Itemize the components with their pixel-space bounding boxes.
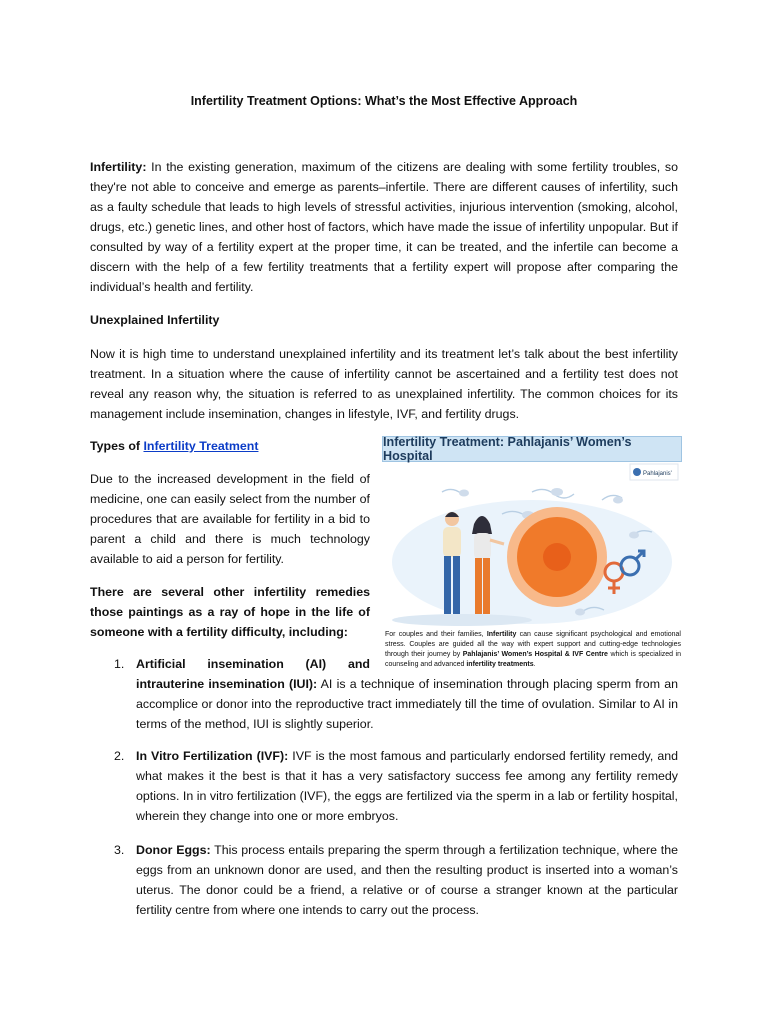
types-heading-prefix: Types of [90, 439, 144, 453]
figure-banner: Infertility Treatment: Pahlajanis’ Women’s Hospital [382, 436, 682, 462]
page-title: Infertility Treatment Options: What’s the Most Effective Approach [190, 94, 578, 108]
list-text: AI is a technique of insemination through placing sperm from an accomplice or donor into the reproductive tract immediately till the time of ovulation. Similar to AI in terms of the method, IUI is slightly superior. [136, 677, 678, 731]
caption-bold-2: Pahlajanis’ Women’s Hospital & IVF Centre [462, 651, 608, 658]
list-number: 3. [114, 843, 125, 857]
list-item [114, 746, 678, 826]
list-item [114, 654, 678, 734]
unexplained-heading: Unexplained Infertility [90, 313, 220, 327]
list-number: 1. [114, 657, 125, 671]
infertility-treatment-link[interactable]: Infertility Treatment [143, 439, 259, 453]
types-heading [90, 439, 258, 453]
intro-text: In the existing generation, maximum of the citizens are dealing with some fertility troubles, so they're not able to conceive and emerge as parents–infertile. There are different causes of infertility, such as a faulty schedule that leads to high levels of stressful activities, injurious intervention (smoking, alcohol, drugs, etc.) genetic lines, and other host of factors, which have made the issue of infertility unpopular. But if consulted by way of a fertility expert at the proper time, it can be treated, and the infertile can become a discern with the help of a few fertility treatments that a fertility expert will propose after comparing the individual’s health and fertility. [90, 160, 678, 294]
list-term: In Vitro Fertilization (IVF): [136, 749, 289, 763]
list-term: Donor Eggs: [136, 843, 211, 857]
caption-part-1: For couples and their families, [385, 631, 487, 638]
list-item [114, 840, 678, 920]
intro-paragraph [90, 157, 678, 297]
list-text: This process entails preparing the sperm through a fertilization technique, where the eggs from an unknown donor are used, and then the resulting product is inserted into a woman’s uterus. The donor could be a friend, a relative or of course a stranger known at the particular fertility centre from where one intends to carry out the process. [136, 843, 678, 917]
hospital-logo-text: Pahlajanis' [643, 471, 672, 477]
caption-bold-1: Infertility [486, 631, 517, 638]
unexplained-paragraph: Now it is high time to understand unexplained infertility and its treatment let’s talk about the best infertility treatment. In a situation where the cause of infertility cannot be ascertained and a fertility test does not reveal any reason why, the situation is referred to as unexplained infertility. The common choices for its management include insemination, changes in lifestyle, IVF, and fertility drugs. [90, 347, 678, 421]
list-term: intrauterine insemination (IUI): [136, 677, 318, 691]
types-paragraph: Due to the increased development in the field of medicine, one can easily select from the number of procedures that are available for fertility in a bid to parent a child and there is much technology available to aid a person for fertility. [90, 472, 370, 566]
list-number: 2. [114, 749, 125, 763]
intro-lead: Infertility: [90, 160, 147, 174]
ground-shadow [392, 614, 532, 626]
caption-bold-3: infertility treatments [466, 661, 534, 668]
caption-part-3: which is specialized in counseling and advanced [385, 651, 681, 668]
couple-egg-illustration [382, 462, 682, 626]
hospital-logo [630, 464, 678, 480]
remedies-paragraph: There are several other infertility remedies those paintings as a ray of hope in the life of someone with a fertility difficulty, including: [90, 585, 370, 639]
figure-illustration [382, 462, 682, 626]
caption-part-2: can cause significant psychological and emotional stress. Couples are guided all the way with expert support and cutting-edge technologies through their journey by [385, 631, 681, 658]
caption-part-4: . [533, 661, 536, 668]
hospital-figure [382, 436, 682, 670]
list-term-first-line: Artificial insemination (AI) and [136, 657, 370, 671]
egg-nucleus [543, 543, 571, 571]
list-text: IVF is the most famous and particularly endorsed fertility remedy, and what makes it the best is that it has a very satisfactory success fee among any fertility remedy options. In in vitro fertilization (IVF), the eggs are fertilized via the sperm in a lab or fertility hospital, wherein they change into one or more embryos. [136, 749, 678, 823]
